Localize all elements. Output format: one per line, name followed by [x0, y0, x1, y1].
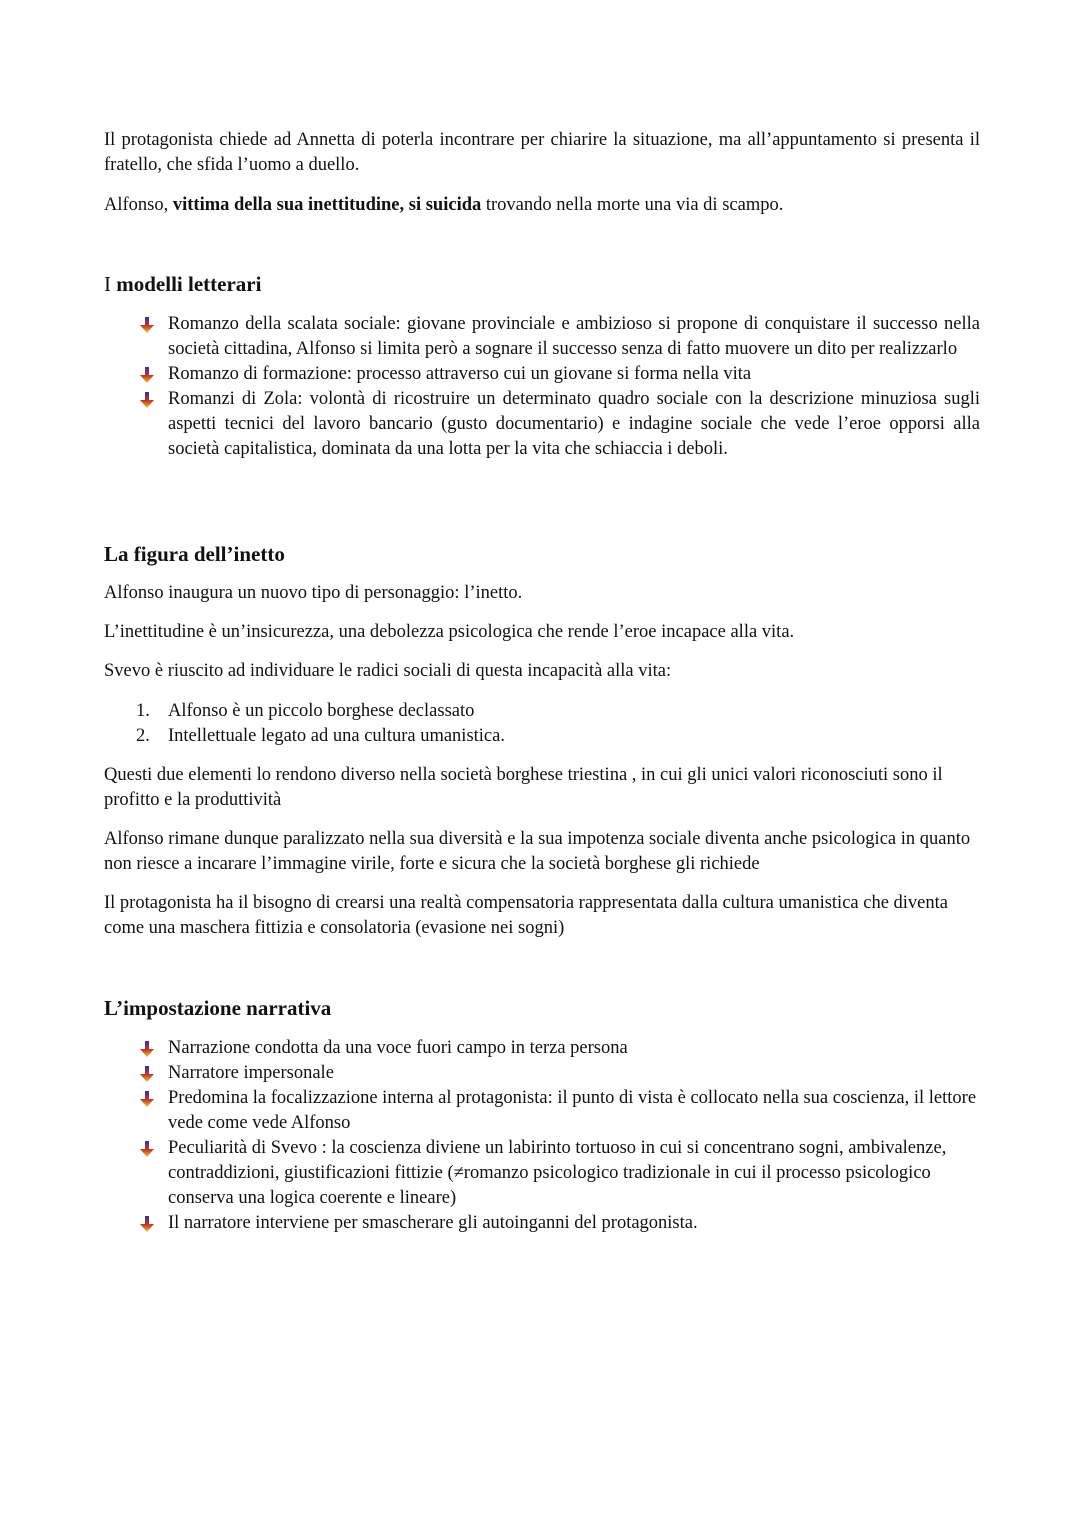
inetto-numbered-list — [136, 699, 976, 749]
list-item — [140, 387, 980, 462]
suicide-paragraph-end: trovando nella morte una via di scampo. — [481, 195, 784, 215]
section-heading-modelli — [104, 271, 980, 297]
down-arrow-bullet-icon — [140, 1041, 154, 1057]
list-item — [140, 1136, 980, 1211]
down-arrow-bullet-icon — [140, 367, 154, 383]
heading-modelli-first: I — [104, 272, 117, 296]
heading-modelli-rest: modelli letterari — [116, 272, 262, 296]
list-item — [140, 1211, 980, 1236]
suicide-paragraph-bold: vittima della sua inettitudine, si suicida — [172, 195, 482, 215]
list-item-text: Narrazione condotta da una voce fuori campo in terza persona — [168, 1038, 628, 1058]
list-item — [140, 1061, 980, 1086]
inetto-paragraph-3: Svevo è riuscito ad individuare le radici sociali di questa incapacità alla vita: — [104, 661, 672, 681]
list-item-text: Il narratore interviene per smascherare gli autoinganni del protagonista. — [168, 1213, 698, 1233]
list-item — [140, 362, 980, 387]
down-arrow-bullet-icon — [140, 392, 154, 408]
narrativa-list — [140, 1036, 980, 1236]
list-item-text: Romanzo della scalata sociale: giovane provinciale e ambizioso si propone di conquistare il successo nella società cittadina, Alfonso si limita però a sognare il successo senza di fatto muovere un dito per realizzarlo — [168, 314, 980, 359]
suicide-paragraph — [104, 193, 980, 218]
list-item-text: Predomina la focalizzazione interna al protagonista: il punto di vista è collocato nella sua coscienza, il lettore vede come vede Alfonso — [168, 1088, 977, 1133]
numbered-item — [136, 699, 976, 724]
list-item-text: Narratore impersonale — [168, 1063, 334, 1083]
inetto-paragraph-6: Il protagonista ha il bisogno di crearsi una realtà compensatoria rappresentata dalla cultura umanistica che diventa come una maschera fittizia e consolatoria (evasione nei sogni) — [104, 893, 948, 938]
inetto-paragraph-4: Questi due elementi lo rendono diverso nella società borghese triestina , in cui gli unici valori riconosciuti sono il profitto e la produttività — [104, 765, 943, 810]
down-arrow-bullet-icon — [140, 1216, 154, 1232]
modelli-list — [140, 312, 980, 462]
numbered-item — [136, 724, 976, 749]
list-item — [140, 1036, 980, 1061]
intro-paragraph: Il protagonista chiede ad Annetta di poterla incontrare per chiarire la situazione, ma all’appuntamento si presenta il fratello, che sfida l’uomo a duello. — [104, 130, 980, 175]
down-arrow-bullet-icon — [140, 1141, 154, 1157]
list-item-text: Romanzi di Zola: volontà di ricostruire un determinato quadro sociale con la descrizione minuziosa sugli aspetti tecnici del lavoro bancario (gusto documentario) e indagine sociale che vede l’eroe opporsi alla società capitalistica, dominata da una lotta per la vita che schiaccia i deboli. — [168, 389, 980, 459]
item-text: Intellettuale legato ad una cultura umanistica. — [168, 726, 505, 746]
item-text: Alfonso è un piccolo borghese declassato — [168, 701, 475, 721]
list-item — [140, 1086, 980, 1136]
list-item-text: Peculiarità di Svevo : la coscienza diviene un labirinto tortuoso in cui si concentrano sogni, ambivalenze, contraddizioni, giustificazioni fittizie (≠romanzo psicologico tradizionale in cui il processo psicologico conserva una logica coerente e lineare) — [168, 1138, 947, 1208]
inetto-paragraph-2: L’inettitudine è un’insicurezza, una debolezza psicologica che rende l’eroe incapace alla vita. — [104, 622, 795, 642]
down-arrow-bullet-icon — [140, 1066, 154, 1082]
section-heading-inetto: La figura dell’inetto — [104, 542, 285, 566]
item-number: 1. — [136, 701, 150, 721]
list-item — [140, 312, 980, 362]
suicide-paragraph-start: Alfonso, — [104, 195, 173, 215]
down-arrow-bullet-icon — [140, 1091, 154, 1107]
list-item-text: Romanzo di formazione: processo attraverso cui un giovane si forma nella vita — [168, 364, 752, 384]
down-arrow-bullet-icon — [140, 317, 154, 333]
inetto-paragraph-5: Alfonso rimane dunque paralizzato nella sua diversità e la sua impotenza sociale diventa anche psicologica in quanto non riesce a incarare l’immagine virile, forte e sicura che la società borghese gli richiede — [104, 829, 971, 874]
item-number: 2. — [136, 726, 150, 746]
inetto-paragraph-1: Alfonso inaugura un nuovo tipo di personaggio: l’inetto. — [104, 583, 523, 603]
section-heading-narrativa: L’impostazione narrativa — [104, 996, 332, 1020]
